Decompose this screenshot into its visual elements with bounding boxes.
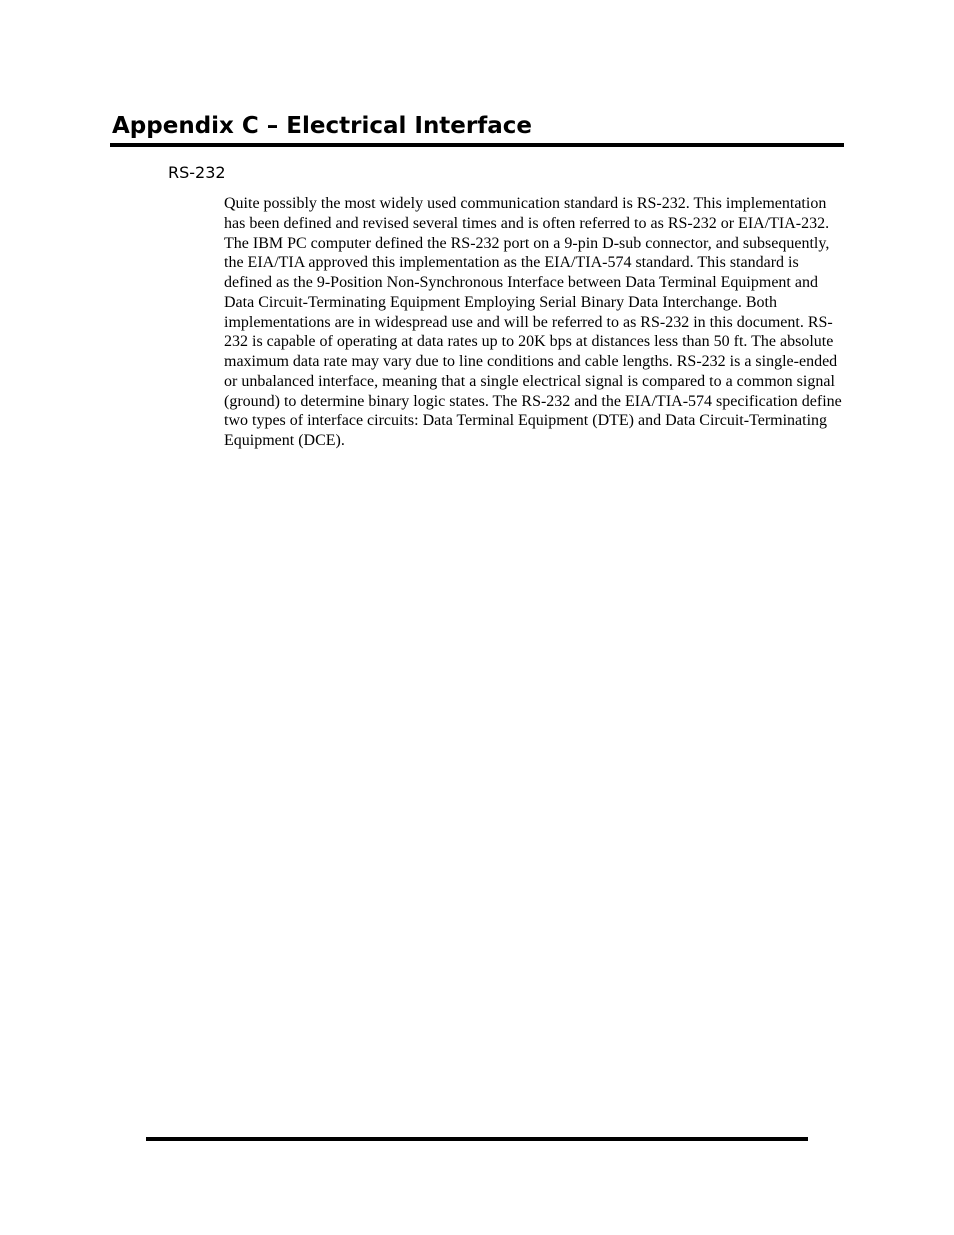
section-heading: RS-232: [168, 163, 226, 182]
body-paragraph: Quite possibly the most widely used communication standard is RS-232. This implementation has been defined and revised several times and is often referred to as RS-232 or EIA/TIA-232. The IBM PC computer defined the RS-232 port on a 9-pin D-sub connector, and subsequently, the EIA/TIA approved this implementation as the EIA/TIA-574 standard. This standard is defined as the 9-Position Non-Synchronous Interface between Data Terminal Equipment and Data Circuit-Terminating Equipment Employing Serial Binary Data Interchange. Both implementations are in widespread use and will be referred to as RS-232 in this document. RS-232 is capable of operating at data rates up to 20K bps at distances less than 50 ft. The absolute maximum data rate may vary due to line conditions and cable lengths. RS-232 is a single-ended or unbalanced interface, meaning that a single electrical signal is compared to a common signal (ground) to determine binary logic states. The RS-232 and the EIA/TIA-574 specification define two types of interface circuits: Data Terminal Equipment (DTE) and Data Circuit-Terminating Equipment (DCE).: [224, 195, 842, 449]
title-underline-rule: [110, 143, 844, 147]
chapter-title: Appendix C – Electrical Interface: [112, 113, 533, 139]
footer-rule: [146, 1137, 808, 1141]
